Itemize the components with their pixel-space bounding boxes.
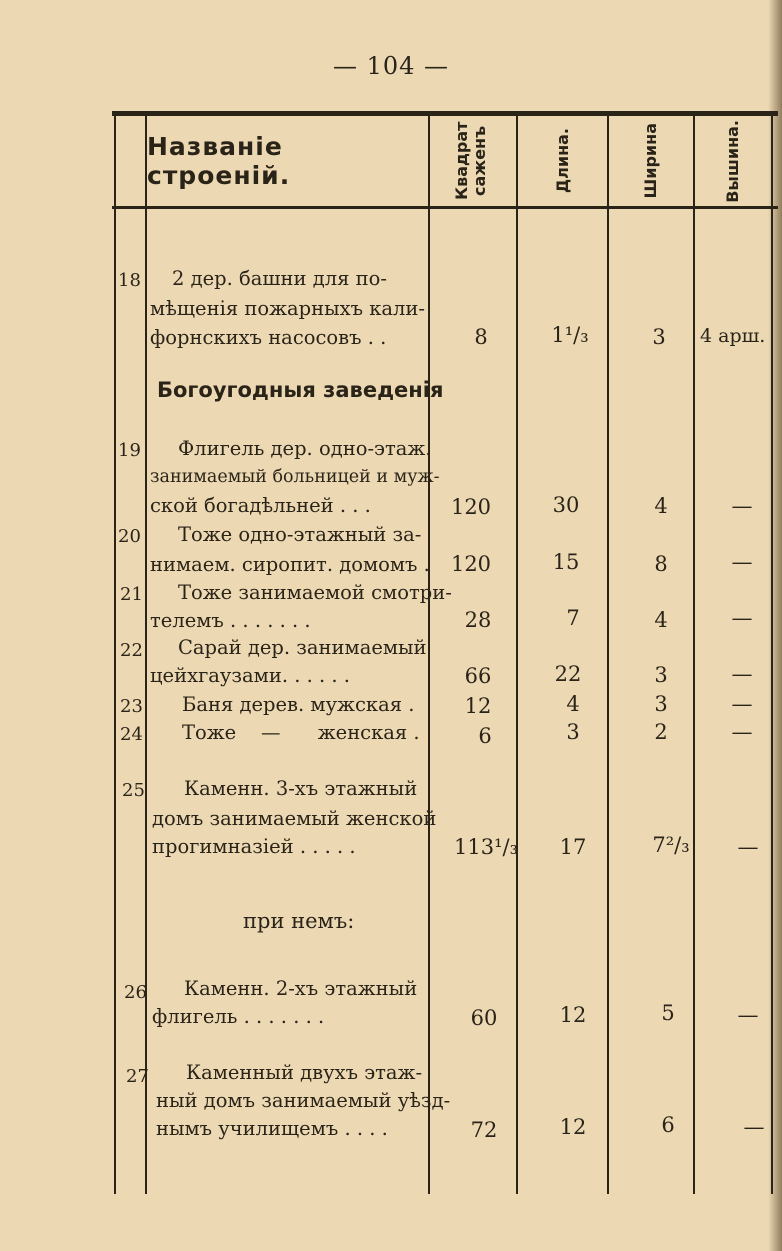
col-rule-area xyxy=(516,114,518,1194)
row-number: 23 xyxy=(120,696,143,717)
cell-length: 1¹/₃ xyxy=(551,323,589,347)
cell-width: 4 xyxy=(654,494,668,518)
row-title-line: ный домъ занимаемый уѣзд- xyxy=(156,1089,451,1112)
row-number: 22 xyxy=(120,640,143,661)
header-area xyxy=(430,116,516,206)
cell-height: — xyxy=(743,1115,765,1139)
col-rule-width xyxy=(693,114,695,1194)
cell-length: 7 xyxy=(566,606,580,630)
cell-height: — xyxy=(737,835,759,859)
cell-length: 3 xyxy=(566,720,580,744)
header-width-label: Ширина xyxy=(641,123,660,199)
row-title-line: нымъ училищемъ . . . . xyxy=(156,1117,388,1140)
row-number: 26 xyxy=(124,982,147,1003)
cell-height: — xyxy=(731,606,753,630)
row-title-line: Каменн. 3-хъ этажный xyxy=(184,777,418,800)
cell-width: 6 xyxy=(661,1113,675,1137)
cell-height: — xyxy=(731,494,753,518)
cell-width: 8 xyxy=(654,552,668,576)
row-title-line: телемъ . . . . . . . xyxy=(150,609,311,632)
cell-length: 30 xyxy=(552,493,580,517)
cell-area: 12 xyxy=(464,694,492,718)
cell-width: 3 xyxy=(654,692,668,716)
cell-width: 2 xyxy=(654,720,668,744)
cell-area: 60 xyxy=(470,1006,498,1030)
header-width xyxy=(609,116,693,206)
cell-width: 5 xyxy=(661,1001,675,1025)
row-title-line: Сарай дер. занимаемый xyxy=(178,636,427,659)
row-title-line: Тоже одно-этажный за- xyxy=(178,523,422,546)
row-title-line: Каменный двухъ этаж- xyxy=(186,1061,423,1084)
row-title-line: занимаемый больницей и муж- xyxy=(150,467,440,487)
row-title-line: Каменн. 2-хъ этажный xyxy=(184,977,418,1000)
row-number: 21 xyxy=(120,584,143,605)
row-title-line: Тоже — женская . xyxy=(182,721,420,744)
cell-area: 120 xyxy=(450,552,492,576)
cell-height: — xyxy=(731,662,753,686)
col-rule-right xyxy=(771,114,773,1194)
header-bottom-rule xyxy=(112,206,778,209)
cell-height: — xyxy=(737,1003,759,1027)
row-title-line: цейхгаузами. . . . . . xyxy=(150,664,350,687)
cell-width: 3 xyxy=(652,325,666,349)
cell-area: 113¹/₃ xyxy=(454,835,518,859)
row-number: 24 xyxy=(120,724,143,745)
col-rule-title xyxy=(428,114,430,1194)
row-number: 18 xyxy=(118,270,141,291)
cell-area: 6 xyxy=(478,724,492,748)
cell-length: 22 xyxy=(554,662,582,686)
cell-length: 12 xyxy=(559,1115,587,1139)
row-title-line: Флигель дер. одно-этаж. xyxy=(178,437,432,460)
row-title-line: домъ занимаемый женской xyxy=(152,807,437,830)
row-title-line: флигель . . . . . . . xyxy=(152,1005,325,1028)
section-heading: Богоугодныя заведенія xyxy=(157,378,444,402)
row-title-line: Баня дерев. мужская . xyxy=(182,693,415,716)
cell-height: — xyxy=(731,550,753,574)
cell-height: — xyxy=(731,692,753,716)
header-length-label: Длина. xyxy=(552,128,572,194)
row-number: 25 xyxy=(122,780,145,801)
page-number: — 104 — xyxy=(332,52,450,80)
row-title-line: ской богадѣльней . . . xyxy=(150,494,371,517)
cell-height: — xyxy=(731,720,753,744)
cell-width: 7²/₃ xyxy=(652,833,690,857)
cell-area: 72 xyxy=(470,1118,498,1142)
header-height xyxy=(695,116,771,206)
cell-height: 4 арш. xyxy=(700,325,766,347)
header-length xyxy=(518,116,607,206)
header-title: Названіе строеній. xyxy=(147,132,291,190)
row-title-line: форнскихъ насосовъ . . xyxy=(150,326,387,349)
cell-area: 66 xyxy=(464,664,492,688)
row-title-line: нимаем. сиропит. домомъ . xyxy=(150,553,430,576)
cell-area: 120 xyxy=(450,495,492,519)
cell-length: 4 xyxy=(566,692,580,716)
cell-area: 28 xyxy=(464,608,492,632)
header-height-label: Вышина. xyxy=(723,119,742,203)
col-rule-number xyxy=(145,114,147,1194)
row-number: 19 xyxy=(118,440,141,461)
cell-length: 17 xyxy=(559,835,587,859)
col-rule-length xyxy=(607,114,609,1194)
col-rule-left xyxy=(114,114,116,1194)
row-title-line: Тоже занимаемой смотри- xyxy=(178,581,452,604)
sub-heading: при немъ: xyxy=(243,909,355,933)
row-title-line: мѣщенія пожарныхъ кали- xyxy=(150,297,426,320)
row-number: 27 xyxy=(126,1066,149,1087)
cell-length: 15 xyxy=(552,550,580,574)
row-title-line: 2 дер. башни для по- xyxy=(172,267,387,290)
cell-width: 3 xyxy=(654,663,668,687)
row-number: 20 xyxy=(118,526,141,547)
cell-length: 12 xyxy=(559,1003,587,1027)
cell-area: 8 xyxy=(474,325,488,349)
cell-width: 4 xyxy=(654,608,668,632)
header-area-label: Квадрат саженъ xyxy=(452,121,489,201)
row-title-line: прогимназіей . . . . . xyxy=(152,835,356,858)
